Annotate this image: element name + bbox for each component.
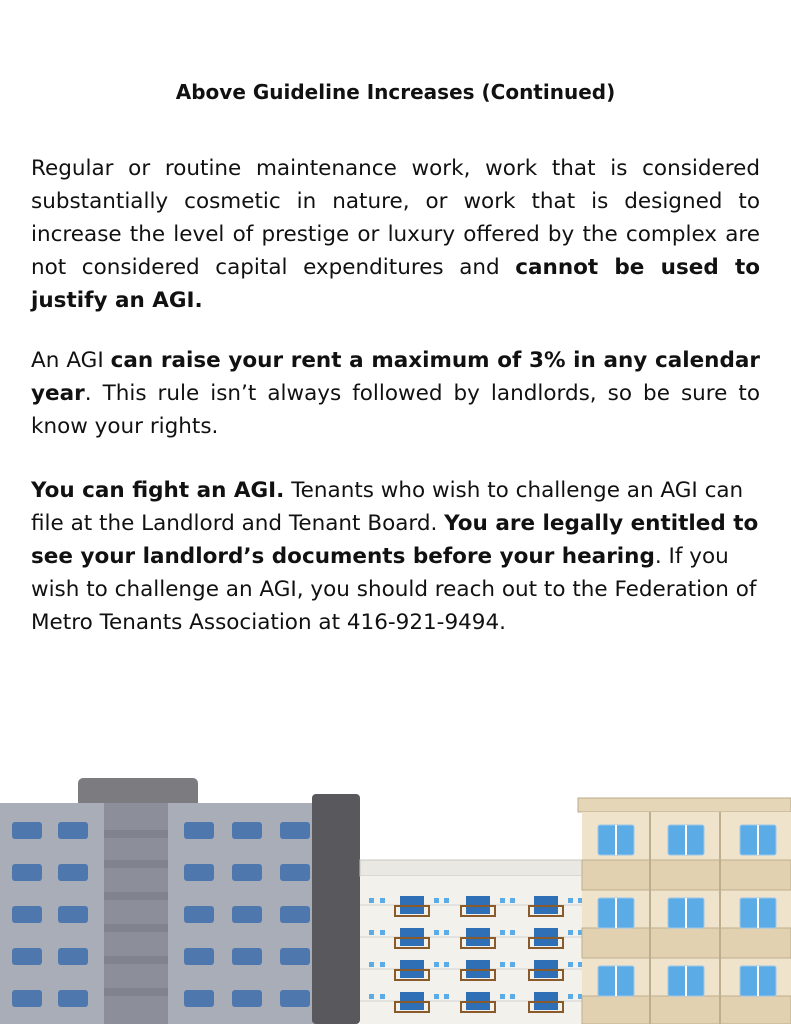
- paragraph-emphasis: You can fight an AGI.: [31, 478, 285, 503]
- paragraph-text: . If you wish to challenge an AGI, you should reach out to the Federation of Metro Tenants Association at 416-921-9494.: [31, 544, 757, 635]
- page-title: Above Guideline Increases (Continued): [175, 80, 616, 104]
- paragraph-capital-expenditures: [31, 152, 760, 317]
- paragraph-text: An AGI: [31, 348, 111, 373]
- paragraph-rent-maximum: [31, 344, 760, 443]
- white-apartment-building: [360, 860, 585, 1024]
- paragraph-text: . This rule isn’t always followed by landlords, so be sure to know your rights.: [31, 381, 760, 439]
- paragraph-emphasis: cannot be used to justify an AGI.: [31, 255, 761, 313]
- paragraph-fight-agi: [31, 474, 760, 639]
- paragraph-emphasis: can raise your rent a maximum of 3% in any calendar year: [31, 348, 760, 406]
- paragraph-emphasis: You are legally entitled to see your landlord’s documents before your hearing: [31, 511, 759, 569]
- paragraph-text: Tenants who wish to challenge an AGI can file at the Landlord and Tenant Board.: [31, 478, 744, 536]
- cream-apartment-building: [578, 798, 791, 1024]
- city-buildings-illustration: [0, 760, 791, 1024]
- paragraph-text: Regular or routine maintenance work, work that is considered substantially cosmetic in nature, or work that is designed to increase the level of prestige or luxury offered by the complex are not considered capital expenditures and: [31, 156, 760, 280]
- gray-apartment-building: [0, 778, 360, 1024]
